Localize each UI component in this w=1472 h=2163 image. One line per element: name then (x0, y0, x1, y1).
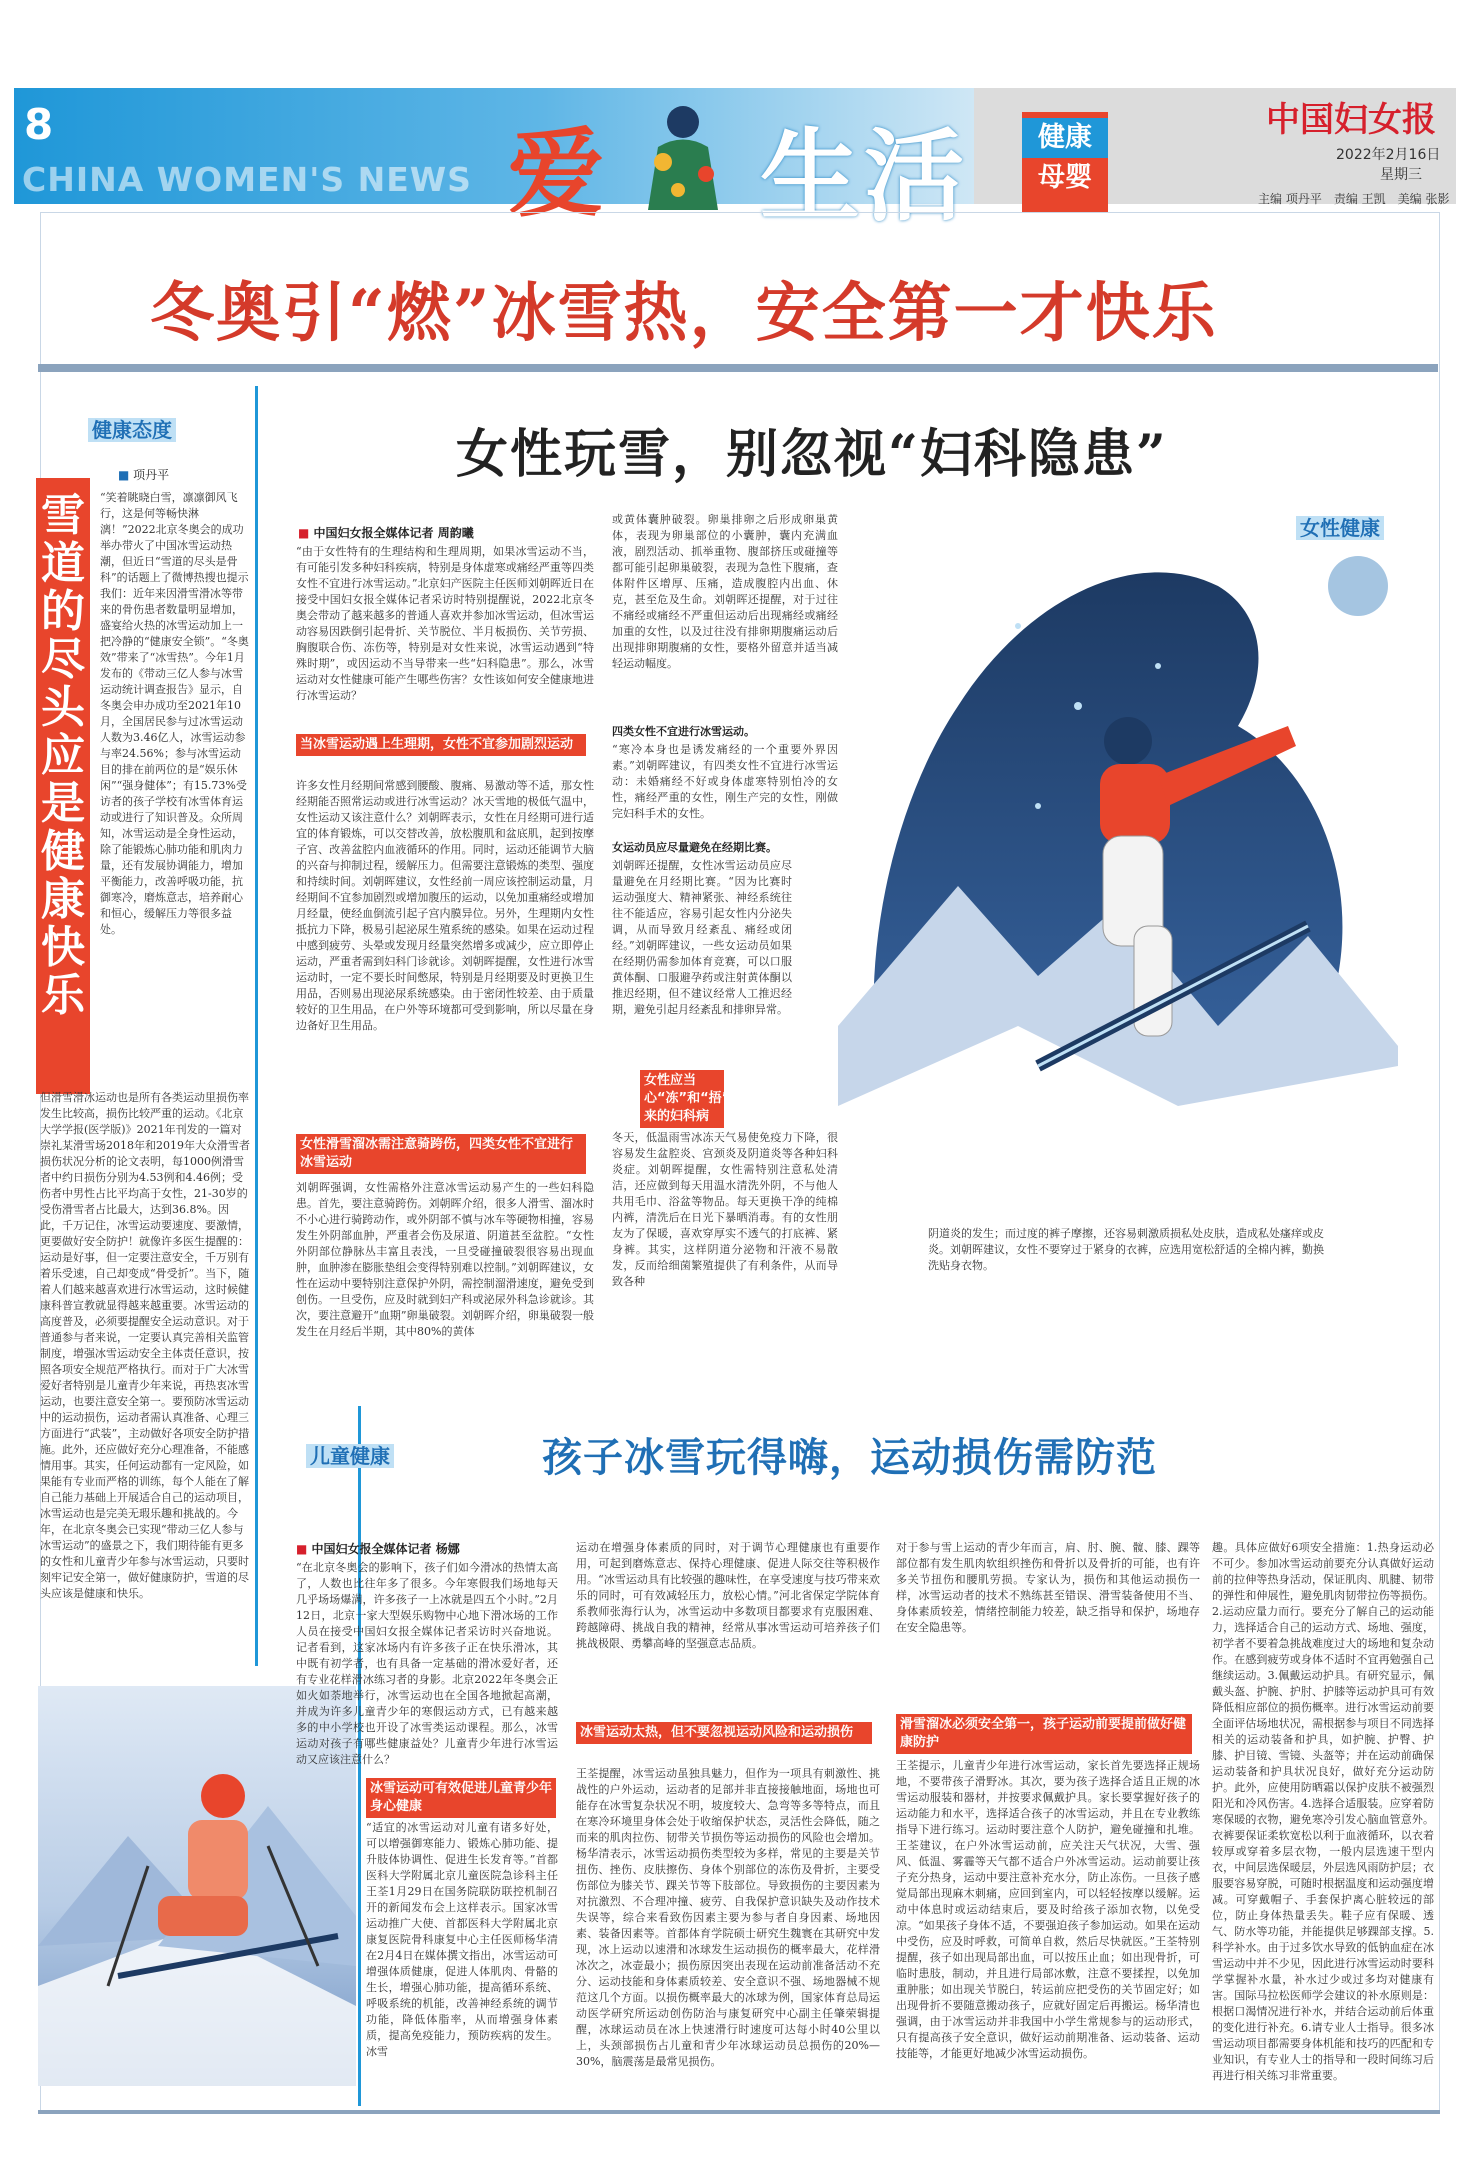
badge-top-label: 健康 (1022, 118, 1108, 158)
section-title-love: 爱 (508, 117, 604, 230)
article1-col1b: 许多女性月经期间常感到腰酸、腹痛、易激动等不适，那女性经期能否照常运动或进行冰雪运动？冰天雪地的极低气温中，女性运动又该注意什么？刘朝晖表示，女性在月经期可进行适宜的体育锻炼，可以交替改善，放松腹肌和盆底肌，起到按摩子宫、改善盆腔内血液循环的作用。同时，运动还能调节大脑的兴奋与抑制过程，缓解压力。但需要注意锻炼的类型、强度和持续时间。刘朝晖建议，女性经前一周应该控制运动量，月经期间不宜参加剧烈或增加腹压的运动，以免加重痛经或增加月经量，使经血倒流引起子宫内膜异位。另外，生理期内女性抵抗力下降，极易引起泌尿生殖系统的感染。如果在运动过程中感到疲劳、头晕或发现月经量突然增多或减少，应立即停止运动，严重者需到妇科门诊就诊。刘朝晖提醒，女性进行冰雪运动时，一定不要长时间憋尿，特别是月经期要及时更换卫生用品，否则易出现泌尿系统感染。由于密闭性较差、由于质量较好的卫生用品，在户外等环境都可受到影响，所以尽量在身边备好卫生用品。 (296, 779, 594, 1032)
article1-col2d: 冬天，低温雨雪冰冻天气易使免疫力下降，很容易发生盆腔炎、宫颈炎及阴道炎等各种妇科炎症。刘朝晖提醒，女性需特别注意私处清洁，还应做到每天用温水清洗外阴，不与他人共用毛巾、浴盆等物品。每天更换干净的纯棉内裤，清洗后在日光下暴晒消毒。有的女性朋友为了保暖，喜欢穿厚实不透气的打底裤、紧身裤。其实，这样阴道分泌物和汗液不易散发，反而给细菌繁殖提供了有利条件，从而导致各种 (612, 1131, 838, 1288)
article2-head1: 冰雪运动可有效促进儿童青少年身心健康 (366, 1778, 556, 1818)
article1-col3: 阴道炎的发生；而过度的裤子摩擦，还容易刺激质损私处皮肤，造成私处瘙痒或皮炎。刘朝晖建议，女性不要穿过于紧身的衣裤，应选用宽松舒适的全棉内裤，勤换洗贴身衣物。 (928, 1227, 1324, 1272)
article2-section-tag: 儿童健康 (306, 1440, 394, 1469)
article1-intro: “由于女性特有的生理结构和生理周期，如果冰雪运动不当，有可能引发多种妇科疾病，特别是身体虚寒或痛经严重等四类女性不宜进行冰雪运动。”北京妇产医院主任医师刘朝晖近日在接受中国妇女报全媒体记者采访时特别提醒说，2022北京冬奥会带动了越来越多的普通人喜欢并参加冰雪运动，但冰雪运动容易因跌倒引起骨折、关节脱位、半月板损伤、关节劳损、胸腹联合伤、冻伤等，特别是对女性来说，冰雪运动遇到“特殊时期”，或因运动不当导带来一些“妇科隐患”。那么，冰雪运动对女性健康可能产生哪些伤害？女性该如何安全健康地进行冰雪运动？ (296, 545, 594, 702)
article1-byline: ■ 中国妇女报全媒体记者 周韵曦 (298, 524, 474, 541)
article2-intro: “在北京冬奥会的影响下，孩子们如今滑冰的热情太高了，人数也比往年多了很多。今年寒假我们场地每天几乎场场爆满，许多孩子一上冰就是四五个小时。”2月12日，北京一家大型娱乐购物中心地下滑冰场的工作人员在接受中国妇女报全媒体记者采访时兴奋地说。记者看到，这家冰场内有许多孩子正在快乐滑冰，其中既有初学者，也有具备一定基础的滑冰爱好者，还有专业花样滑冰练习者的身影。北京2022年冬奥会正如火如荼地举行，冰雪运动也在全国各地掀起高潮，并成为许多儿童青少年的寒假运动方式，已有越来越多的中小学校也开设了冰雪类运动课程。那么，冰雪运动对孩子有哪些健康益处？儿童青少年进行冰雪运动又应该注意什么？ (296, 1561, 558, 1766)
issue-weekday: 星期三 (1380, 167, 1422, 183)
article2-head3: 滑雪溜冰必须安全第一，孩子运动前要提前做好健康防护 (896, 1714, 1192, 1754)
article1-col2: 或黄体囊肿破裂。卵巢排卵之后形成卵巢黄体，表现为卵巢部位的小囊肿，囊内充满血液，剧烈活动、抓举重物、腹部挤压或碰撞等都可能引起卵巢破裂，表现为急性下腹痛，查体附件区增厚、压痛，造成腹腔内出血、休克，甚至危及生命。刘朝晖还提醒，对于过往不痛经或痛经不严重但运动后出现痛经或痛经加重的女性，以及过往没有排卵期腹痛运动后出现排卵期腹痛的女性，要格外留意并适当减轻运动幅度。 (612, 513, 838, 670)
snowboarder-illustration (838, 506, 1398, 1196)
woman-illustration-icon (618, 92, 748, 212)
left-section-tag: 健康态度 (88, 414, 176, 443)
page-number: 8 (24, 100, 54, 149)
paper-name-chinese: 中国妇女报 (1266, 100, 1436, 140)
article2-col3b: 王荃提示，儿童青少年进行冰雪运动，家长首先要选择正规场地，不要带孩子滑野冰。其次，要为孩子选择合适且正规的冰雪运动服装和器材，并按要求佩戴护具。家长要掌握好孩子的运动能力和水平，选择适合孩子的冰雪运动，并且在专业教练指导下进行练习。运动时要注意个人防护，避免碰撞和扎堆。王荃建议，在户外冰雪运动前，应关注天气状况，大雪、强风、低温、雾霾等天气都不适合户外冰雪运动。运动前要让孩子充分热身，运动中要注意补充水分，防止冻伤。一旦孩子感觉局部出现麻木刺痛，应回到室内，可以轻轻按摩以缓解。运动中体息时或运动结束后，要及时给孩子添加衣物，以免受凉。“如果孩子身体不适，不要强迫孩子参加运动。如果在运动中受伤，应及时呼救，可简单自救，然后尽快就医。”王荃特别提醒，孩子如出现局部出血，可以按压止血；如出现骨折，可临时患肢，制动，并且进行局部冰敷，注意不要揉捏，以免加重肿胀；如出现关节脱臼，转运前应把受伤的关节固定好；如出现骨折不要随意搬动孩子，应就好固定后再搬运。杨华清也强调，由于冰雪运动并非我国中小学生常规参与的运动形式，只有提高孩子安全意识，做好运动前期准备、运动装备、运动技能等，才能更好地减少冰雪运动损伤。 (896, 1759, 1200, 2060)
article2-col3: 对于参与雪上运动的青少年而言，肩、肘、腕、髋、膝、踝等部位都有发生肌肉软组织挫伤和骨折以及骨折的可能，也有许多关节扭伤和腰肌劳损。专家认为，损伤和其他运动损伤一样，冰雪运动者的技术不熟练甚至错误、滑雪装备使用不当、身体素质较差，情绪控制能力较差，缺乏指导和保护，场地存在安全隐患等。 (896, 1541, 1200, 1634)
section-badge (1022, 112, 1108, 212)
editor-credits: 主编 项丹平 责编 王凯 美编 张影 (1258, 192, 1450, 206)
left-column-rule (255, 386, 258, 1666)
article1-headline: 女性玩雪，别忽视“妇科隐患” (456, 424, 1168, 485)
main-headline: 冬奥引“燃”冰雪热，安全第一才快乐 (150, 276, 1218, 351)
article1-head3: 四类女性不宜进行冰雪运动。 (612, 725, 755, 738)
article2-col2: 运动在增强身体素质的同时，对于调节心理健康也有重要作用，可起到磨炼意志、保持心理健康、促进人际交往等积极作用。“冰雪运动具有比较强的趣味性，在享受速度与技巧带来欢乐的同时，可有效减轻压力，放松心情。”河北省保定学院体育系教师张海行认为，冰雪运动中多数项目都要求有克服困难、跨越障碍、挑战自我的精神，经常从事冰雪运动可培养孩子们挑战极限、勇攀高峰的坚强意志品质。 (576, 1541, 880, 1650)
left-commentary-text: “笑着眺晓白雪，凛凛御风飞行，这是何等畅快淋漓！”2022北京冬奥会的成功举办带火了中国冰雪运动热潮，但近日“雪道的尽头是骨科”的话题上了微博热搜也提示我们：近年来因滑雪滑冰等带来的骨伤患者数量明显增加，盛宴给火热的冰雪运动加上一把冷静的“健康安全锁”。“冬奥效”带来了“冰雪热”。今年1月发布的《带动三亿人参与冰雪运动统计调查报告》显示，自冬奥会申办成功至2021年10月，全国居民参与过冰雪运动人数为3.46亿人，冰雪运动参与率24.56%；参与冰雪运动目的排在前两位的是“娱乐休闲”“强身健体”；有15.73%受访者的孩子学校有冰雪体育运动或进行了知识普及。众所周知，冰雪运动是全身性运动，除了能锻炼心肺功能和肌肉力量，还有发展协调能力，增加平衡能力，改善呼吸功能，抗御寒冷，磨炼意志，培养耐心和恒心，缓解压力等很多益处。 (100, 491, 249, 936)
article1-col1c: 刘朝晖强调，女性需格外注意冰雪运动易产生的一些妇科隐患。首先，要注意骑跨伤。刘朝晖介绍，很多人滑雪、溜冰时不小心进行骑跨动作，或外阴部不慎与冰车等硬物相撞，容易发生外阴部血肿，严重者会伤及尿道、阴道甚至盆腔。“女性外阴部位静脉丛丰富且表浅，一旦受碰撞破裂很容易出现血肿，血肿渗在膨胀垫组会变得特别难以控制。”刘朝晖建议，女性在运动中要特别注意保护外阴，需控制溜滑速度，避免受到创伤。一旦受伤，应及时就到妇产科或泌尿外科急诊就诊。其次，要注意避开“血期”卵巢破裂。刘朝晖介绍，卵巢破裂一般发生在月经后半期，其中80%的黄体 (296, 1181, 594, 1338)
article1-section-tag: 女性健康 (1296, 512, 1384, 541)
article2-headline: 孩子冰雪玩得嗨，运动损伤需防范 (542, 1434, 1157, 1481)
article2-col2b: 王荃提醒，冰雪运动虽独具魅力，但作为一项具有刺激性、挑战性的户外运动，运动者的足部并非直接接触地面，场地也可能存在冰雪复杂状况不明，坡度较大、急弯等多等特点，而且在寒冷环境里身体会处于收缩保护状态，灵活性会降低，随之而来的肌肉拉伤、韧带关节损伤等运动损伤的风险也会增加。杨华清表示，冰雪运动损伤类型较为多样，常见的主要是关节扭伤、挫伤、皮肤擦伤、身体个别部位的冻伤及骨折，主要受伤部位为膝关节、踝关节等下肢部位。导致损伤的主要因素为对抗激烈、不合理冲撞、疲劳、自我保护意识缺失及动作技术失误等，综合来看致伤因素主要为参与者自身因素、场地因素、装备因素等。首都体育学院硕士研究生魏寰在其研究中发现，冰上运动以速滑和冰球发生运动损伤的概率最大，花样滑冰次之，冰壶最小；损伤原因突出表现在运动前准备活动不充分、运动技能和身体素质较差、安全意识不强、场地器械不规范这几个方面。以损伤概率最大的冰球为例，国家体育总局运动医学研究所运动创伤防治与康复研究中心副主任肇荣辑提醒，冰球运动员在冰上快速滑行时速度可达每小时40公里以上，头颈部损伤占儿童和青少年冰球运动员总损伤的20%—30%，脑震荡是最常见损伤。 (576, 1767, 880, 2068)
paper-name-english: CHINA WOMEN'S NEWS (22, 160, 472, 199)
left-author: ■ 项丹平 (118, 466, 169, 483)
article1-head4: 女运动员应尽量避免在经期比赛。 (612, 841, 777, 854)
article2-col4: 趣。具体应做好6项安全措施：1.热身运动必不可少。参加冰雪运动前要充分认真做好运动前的拉伸等热身活动，保证肌肉、肌腱、韧带的弹性和伸展性，避免肌肉韧带拉伤等损伤。2.运动应量力而行。要充分了解自己的运动能力，选择适合自己的运动方式、场地、强度，初学者不要着急挑战难度过大的场地和复杂动作。在感到疲劳或身体不适时不宜再勉强自己继续运动。3.佩戴运动护具。有研究显示，佩戴头盔、护腕、护肘、护膝等运动护具可有效降低相应部位的损伤概率。进行冰雪运动前要全面评估场地状况，需根据参与项目不同选择相关的运动装备和护具，如护腕、护臀、护膝、护目镜、雪镜、头盔等；并在运动前确保运动装备和护具状况良好，做好充分运动防护。此外，应使用防晒霜以保护皮肤不被强烈阳光和冷风伤害。4.选择合适服装。应穿着防寒保暖的衣物，避免寒冷引发心脑血管意外。衣裤要保证柔软宽松以利于血液循环，以衣着较厚或穿着多层衣物，一般内层选速干型内衣，中间层选保暖层，外层选风雨防护层；衣服要容易穿脱，可随时根据温度和运动强度增减。可穿戴帽子、手套保护离心脏较远的部位，防止身体热量丢失。鞋子应有保暖、透气、防水等功能，并能提供足够踝部支撑。5.科学补水。由于过多饮水导致的低钠血症在冰雪运动中并不少见，因此进行冰雪运动时要科学掌握补水量，补水过少或过多均对健康有害。国际马拉松医师学会建议的补水原则是：根据口渴情况进行补水，并结合运动前后体重的变化进行补充。6.请专业人士指导。很多冰雪运动项目都需要身体机能和技巧的匹配和专业知识，有专业人士的指导和一段时间练习后再进行相关练习非常重要。 (1212, 1541, 1434, 2082)
article1-head1: 当冰雪运动遇上生理期，女性不宜参加剧烈运动 (296, 734, 586, 756)
article2-head2: 冰雪运动太热，但不要忽视运动风险和运动损伤 (576, 1722, 872, 1744)
article1-col2b: “寒冷本身也是诱发痛经的一个重要外界因素。”刘朝晖建议，有四类女性不宜进行冰雪运动：未婚痛经不好或身体虚寒特别怕冷的女性，痛经严重的女性，刚生产完的女性，刚做完妇科手术的女性。 (612, 743, 838, 820)
issue-date: 2022年2月16日 (1336, 147, 1441, 163)
headline-rule (38, 364, 1438, 372)
left-vertical-title: 雪道的尽头应是健康快乐 (36, 478, 90, 1094)
article1-head5: 女性应当心“冻”和“捂”出来的妇科病 (640, 1070, 724, 1128)
article1-col2c: 刘朝晖还提醒，女性冰雪运动员应尽量避免在月经期比赛。“因为比赛时运动强度大、精神紧张、神经系统往往不能适应，容易引起女性内分泌失调，从而导致月经紊乱、痛经或闭经。”刘朝晖建议，一些女运动员如果在经期仍需参加体育竞赛，可以口服黄体酮、口服避孕药或注射黄体酮以推迟经期，但不建议经常人工推迟经期，避免引起月经紊乱和排卵异常。 (612, 859, 792, 1016)
badge-bottom-label: 母婴 (1038, 162, 1092, 193)
article2-col1b: “适宜的冰雪运动对儿童有诸多好处，可以增强御寒能力、锻炼心肺功能、提升肢体协调性、促进生长发育等。”首都医科大学附属北京儿童医院急诊科主任王荃1月29日在国务院联防联控机制召开的新闻发布会上这样表示。国家冰雪运动推广大使、首都医科大学附属北京康复医院骨科康复中心主任医师杨华清在2月4日在媒体撰文指出，冰雪运动可增强体质健康，促进人体肌肉、骨骼的生长，增强心肺功能，提高循环系统、呼吸系统的机能，改善神经系统的调节功能，降低体脂率，从而增强身体素质，提高免疫能力，预防疾病的发生。冰雪 (366, 1821, 558, 2058)
left-commentary-text-cont: 但滑雪滑冰运动也是所有各类运动里损伤率发生比较高，损伤比较严重的运动。《北京大学学报(医学版)》2021年刊发的一篇对崇礼某滑雪场2018年和2019年大众滑雪者损伤状况分析的论文表明，每1000例滑雪者中约日损伤分别为4.53例和4.46例；受伤者中男性占比平均高于女性，21-30岁的受伤滑雪者占比最大，达到36.8%。因此，千万记住，冰雪运动要速度、要激情，更要做好安全防护！就像许多医生提醒的：运动是好事，但一定要注意安全，千万别有着乐受速，自己却变成“骨受折”。当下，随着人们越来越喜欢进行冰雪运动，这时候健康科普宣教就显得越来越重要。冰雪运动的高度普及，必须要提醒安全运动意识。对于普通参与者来说，一定要认真完善相关监管制度，增强冰雪运动安全主体责任意识，按照各项安全规范严格执行。而对于广大冰雪爱好者特别是儿童青少年来说，再热衷冰雪运动，也要注意安全第一。要预防冰雪运动中的运动损伤，运动者需认真准备、心理三方面进行“武装”，主动做好各项安全防护措施。此外，还应做好充分心理准备，不能感情用事。其实，任何运动都有一定风险，如果能有专业而严格的训练，每个人能在了解自己能力基础上开展适合自己的运动项目，冰雪运动也是完美无瑕乐趣和挑战的。今年，在北京冬奥会已实现“带动三亿人参与冰雪运动”的盛景之下，我们期待能有更多的女性和儿童青少年参与冰雪运动，只要时刻牢记安全第一，做好健康防护，雪道的尽头应该是健康和快乐。 (40, 1091, 250, 1600)
section-title-life: 生活 (760, 118, 968, 235)
snowboarder-icon (838, 506, 1398, 1196)
bottom-rule (38, 2110, 1440, 2114)
article2-byline: ■ 中国妇女报全媒体记者 杨娜 (296, 1540, 460, 1557)
article1-head2: 女性滑雪溜冰需注意骑跨伤，四类女性不宜进行冰雪运动 (296, 1134, 586, 1174)
